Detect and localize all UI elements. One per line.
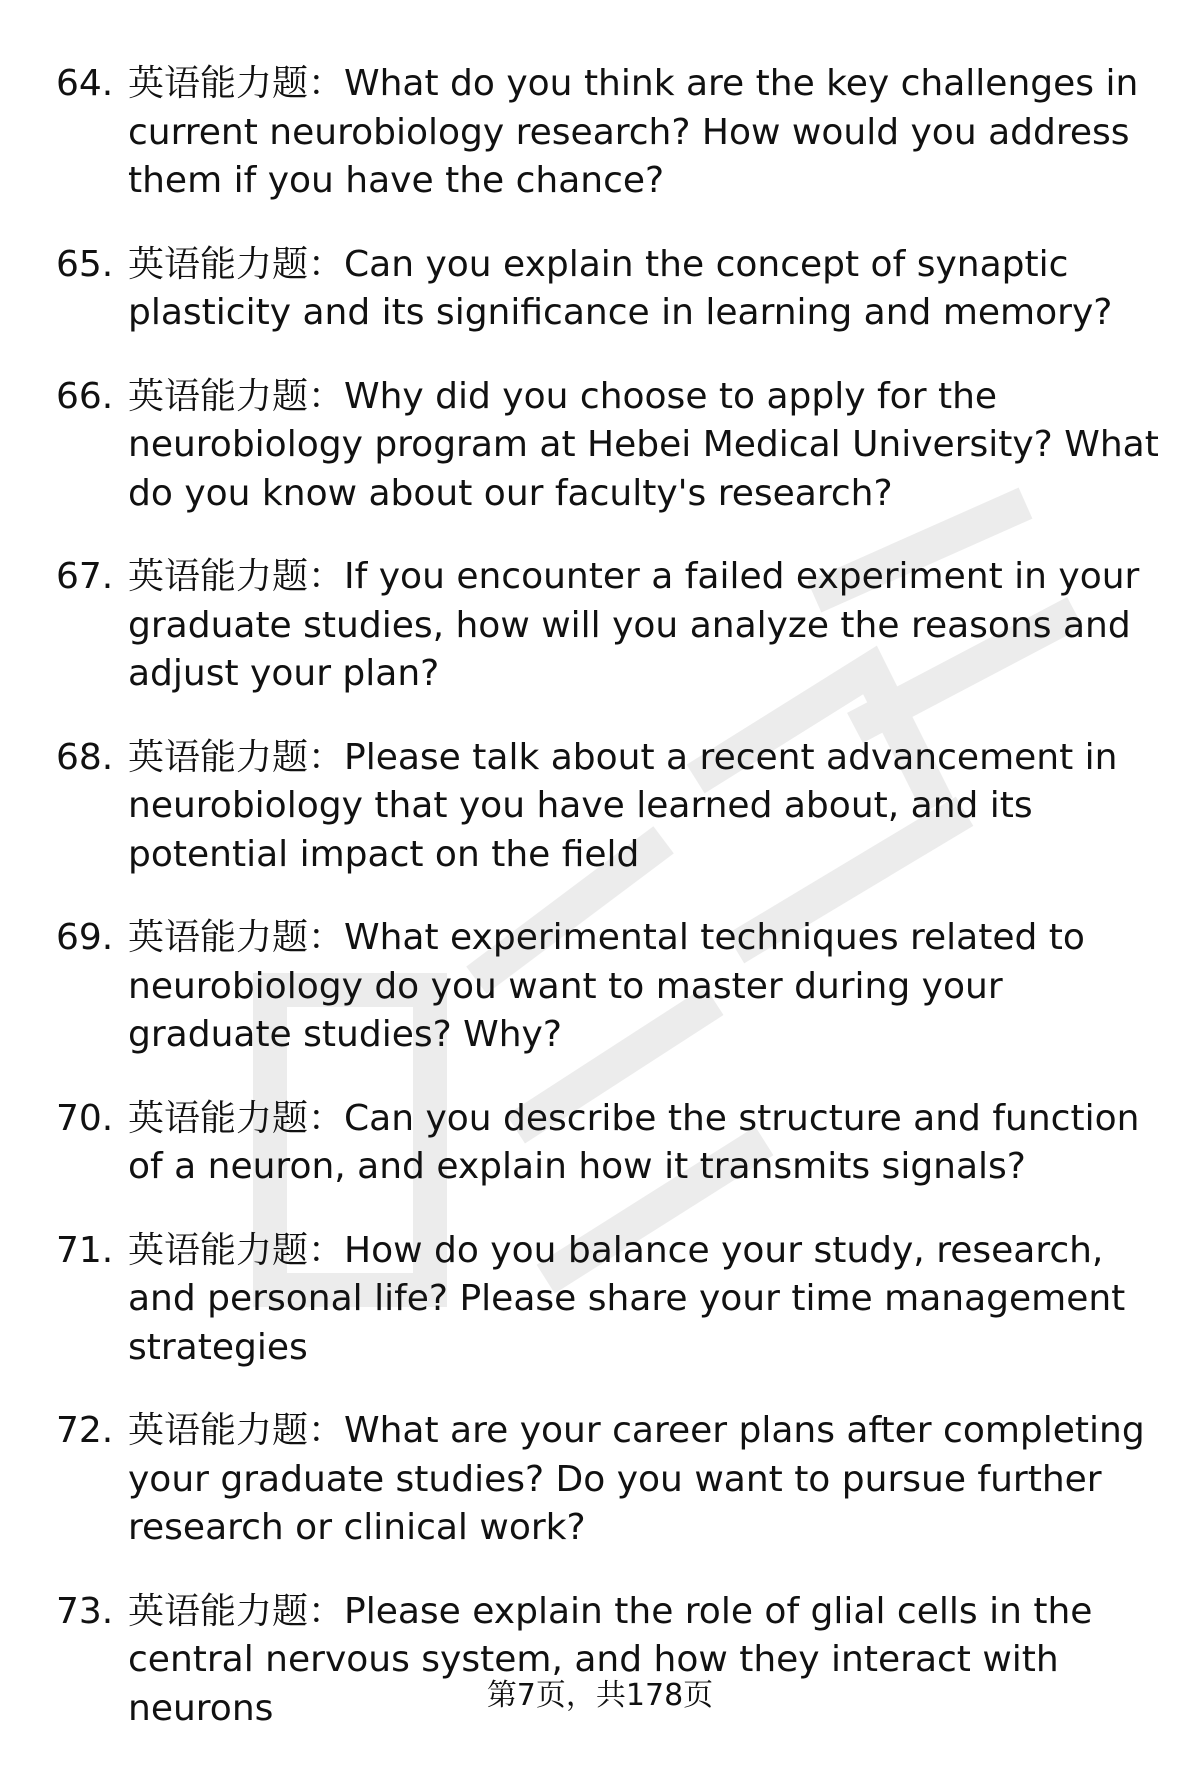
- question-number: 70.: [56, 1097, 114, 1139]
- question-text: 英语能力题：Please explain the role of glial cells in the central nervous system, and how they interact with neurons: [128, 1590, 1093, 1729]
- question-text: 英语能力题：Can you describe the structure and function of a neuron, and explain how it transmits signals?: [128, 1097, 1140, 1187]
- question-text: 英语能力题：What are your career plans after completing your graduate studies? Do you want to pursue further research or clinical work?: [128, 1410, 1145, 1548]
- question-list: [56, 60, 1166, 1768]
- question-item: [56, 734, 1166, 880]
- question-item: [56, 1407, 1166, 1553]
- question-item: [56, 1227, 1166, 1373]
- question-item: [56, 553, 1166, 699]
- question-number: 69.: [56, 917, 114, 958]
- question-number: 67.: [56, 556, 114, 597]
- question-text: 英语能力题：Why did you choose to apply for the neurobiology program at Hebei Medical University? What do you know about our faculty's research?: [128, 375, 1159, 514]
- question-item: [56, 1095, 1166, 1192]
- question-text: 英语能力题：Please talk about a recent advancement in neurobiology that you have learned about, and its potential impact on the field: [128, 736, 1118, 875]
- question-item: [56, 914, 1166, 1060]
- question-item: [56, 241, 1166, 338]
- question-number: 68.: [56, 736, 114, 778]
- question-item: [56, 373, 1166, 519]
- question-text: 英语能力题：What experimental techniques related to neurobiology do you want to master during your graduate studies? Why?: [128, 917, 1085, 1055]
- question-number: 65.: [56, 243, 114, 285]
- question-number: 66.: [56, 375, 114, 417]
- question-number: 64.: [56, 63, 114, 104]
- question-text: 英语能力题：How do you balance your study, research, and personal life? Please share your time management strategies: [128, 1229, 1126, 1368]
- question-item: [56, 60, 1166, 206]
- question-text: 英语能力题：If you encounter a failed experiment in your graduate studies, how will you analyze the reasons and adjust your plan?: [128, 556, 1140, 694]
- question-text: 英语能力题：What do you think are the key challenges in current neurobiology research? How would you address them if you have the chance?: [128, 63, 1139, 201]
- question-number: 71.: [56, 1229, 114, 1271]
- page-footer: 第7页，共178页: [486, 1678, 714, 1713]
- question-number: 72.: [56, 1410, 114, 1451]
- question-text: 英语能力题：Can you explain the concept of synaptic plasticity and its significance in learning and memory?: [128, 243, 1113, 333]
- question-number: 73.: [56, 1590, 114, 1632]
